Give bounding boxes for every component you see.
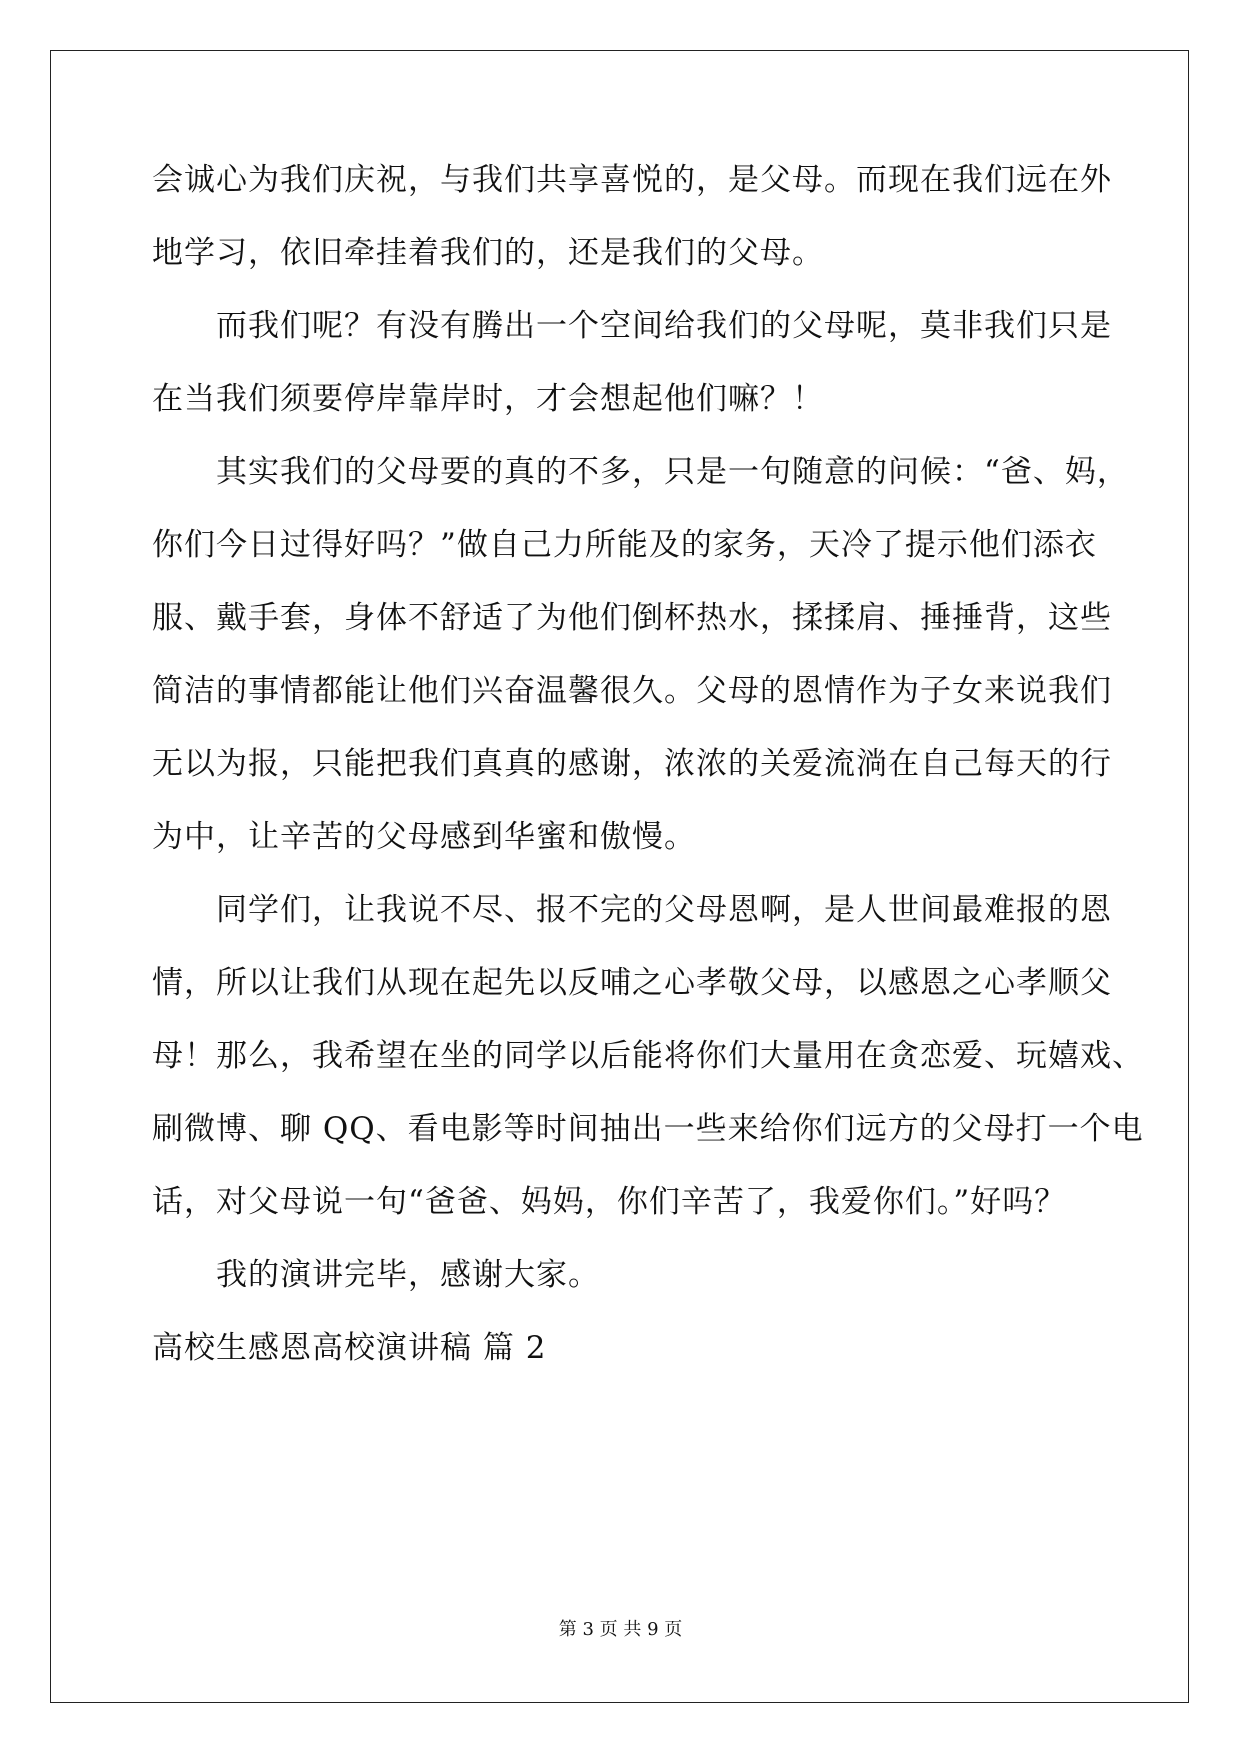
paragraph-start-line: 其实我们的父母要的真的不多，只是一句随意的问候：“爸、妈， — [216, 454, 1129, 490]
paragraph-start-line: 我的演讲完毕，感谢大家。 — [216, 1257, 600, 1293]
text-line: 无以为报，只能把我们真真的感谢，浓浓的关爱流淌在自己每天的行 — [152, 746, 1112, 782]
text-line: 在当我们须要停岸靠岸时，才会想起他们嘛？！ — [152, 381, 824, 417]
text-line: 情，所以让我们从现在起先以反哺之心孝敬父母，以感恩之心孝顺父 — [152, 965, 1112, 1001]
text-line: 简洁的事情都能让他们兴奋温馨很久。父母的恩情作为子女来说我们 — [152, 673, 1112, 709]
paragraph-start-line: 而我们呢？有没有腾出一个空间给我们的父母呢，莫非我们只是 — [216, 308, 1112, 344]
page-border — [50, 50, 1189, 1703]
text-line: 母！那么，我希望在坐的同学以后能将你们大量用在贪恋爱、玩嬉戏、 — [152, 1038, 1144, 1074]
section-heading: 高校生感恩高校演讲稿 篇 2 — [152, 1330, 547, 1366]
paragraph-start-line: 同学们，让我说不尽、报不完的父母恩啊，是人世间最难报的恩 — [216, 892, 1112, 928]
text-line: 会诚心为我们庆祝，与我们共享喜悦的，是父母。而现在我们远在外 — [152, 162, 1112, 198]
page-number-footer: 第 3 页 共 9 页 — [558, 1619, 683, 1640]
text-line: 你们今日过得好吗？”做自己力所能及的家务，天冷了提示他们添衣 — [152, 527, 1097, 563]
text-line: 话，对父母说一句“爸爸、妈妈，你们辛苦了，我爱你们。”好吗？ — [152, 1184, 1067, 1220]
text-line: 地学习，依旧牵挂着我们的，还是我们的父母。 — [152, 235, 824, 271]
text-line: 为中，让辛苦的父母感到华蜜和傲慢。 — [152, 819, 696, 855]
text-line: 刷微博、聊 QQ、看电影等时间抽出一些来给你们远方的父母打一个电 — [152, 1111, 1144, 1147]
text-line: 服、戴手套，身体不舒适了为他们倒杯热水，揉揉肩、捶捶背，这些 — [152, 600, 1112, 636]
